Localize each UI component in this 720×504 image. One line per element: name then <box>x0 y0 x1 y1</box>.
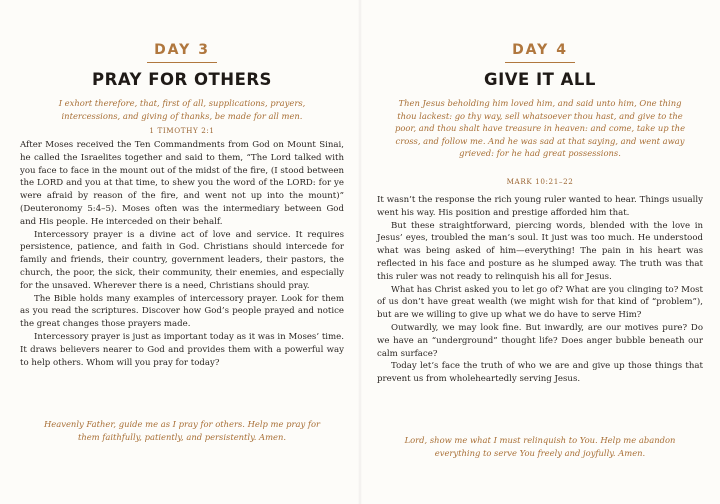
scripture-verse: I exhort therefore, that, first of all, supplications, prayers, intercessions, and giving of thanks, be made for all men. <box>58 98 306 121</box>
day-label: DAY 3 <box>154 42 210 58</box>
day-underline <box>147 62 217 63</box>
page-fold <box>358 0 362 504</box>
closing-prayer: Heavenly Father, guide me as I pray for others. Help me pray for them faithfully, patiently, and persistently. Amen. <box>43 419 321 442</box>
scripture-reference: MARK 10:21–22 <box>506 177 574 186</box>
page-title: GIVE IT ALL <box>484 70 596 89</box>
paragraph: Intercessory prayer is just as important today as it was in Moses’ time. It draws believers nearer to God and provides them with a powerful way to help others. Whom will you pray for today? <box>20 331 344 368</box>
paragraph: Outwardly, we may look fine. But inwardly, are our motives pure? Do we have an “underground” thought life? Does anger bubble beneath our calm surface? <box>377 322 703 359</box>
scripture-reference: 1 TIMOTHY 2:1 <box>149 126 215 135</box>
paragraph: The Bible holds many examples of intercessory prayer. Look for them as you read the scriptures. Discover how God’s people prayed and notice the great changes those prayers made. <box>20 293 344 330</box>
paragraph: Today let’s face the truth of who we are and give up those things that prevent us from wholeheartedly serving Jesus. <box>377 361 703 385</box>
left-page <box>20 0 344 504</box>
paragraph: Intercessory prayer is a divine act of love and service. It requires persistence, patience, and faith in God. Christians should intercede for family and friends, their country, government leaders, their pastors, the church, the poor, the sick, their community, their enemies, and especially for the unsaved. Wherever there is a need, Christians should pray. <box>20 229 344 291</box>
paragraph: It wasn’t the response the rich young ruler wanted to hear. Things usually went his way. His position and prestige afforded him that. <box>377 195 703 218</box>
day-underline <box>505 62 575 63</box>
page-title: PRAY FOR OTHERS <box>92 70 272 89</box>
paragraph: But these straightforward, piercing words, blended with the love in Jesus’ eyes, troubled the man’s soul. It just was too much. He understood what was being asked of him—everything! The pain in his heart was reflected in his face and posture as he slumped away. The truth was that this ruler was not ready to relinquish his all for Jesus. <box>377 220 703 282</box>
paragraph: After Moses received the Ten Commandments from God on Mount Sinai, he called the Israelites together and said to them, “The Lord talked with you face to face in the mount out of the midst of the fire, (I stood between the LORD and you at that time, to shew you the word of the LORD: for ye were afraid by reason of the fire, and went not up into the mount)” (Deuteronomy 5:4–5). Moses often was the intermediary between God and His people. He interceded on their behalf. <box>20 140 344 227</box>
day-label: DAY 4 <box>512 42 568 58</box>
paragraph: What has Christ asked you to let go of? What are you clinging to? Most of us don’t have great wealth (we might wish for that kind of “problem”), but are we willing to give up what we do have to serve Him? <box>377 284 703 321</box>
devotional-text <box>377 194 703 386</box>
scripture-verse: Then Jesus beholding him loved him, and said unto him, One thing thou lackest: go thy way, sell whatsoever thou hast, and give to the poor, and thou shalt have treasure in heaven: and come, take up the cross, and follow me. And he was sad at that saying, and went away grieved: for he had great possessions. <box>394 98 686 159</box>
closing-prayer: Lord, show me what I must relinquish to You. Help me abandon everything to serve You freely and joyfully. Amen. <box>404 435 676 458</box>
devotional-text <box>20 139 344 369</box>
right-page <box>377 0 703 504</box>
